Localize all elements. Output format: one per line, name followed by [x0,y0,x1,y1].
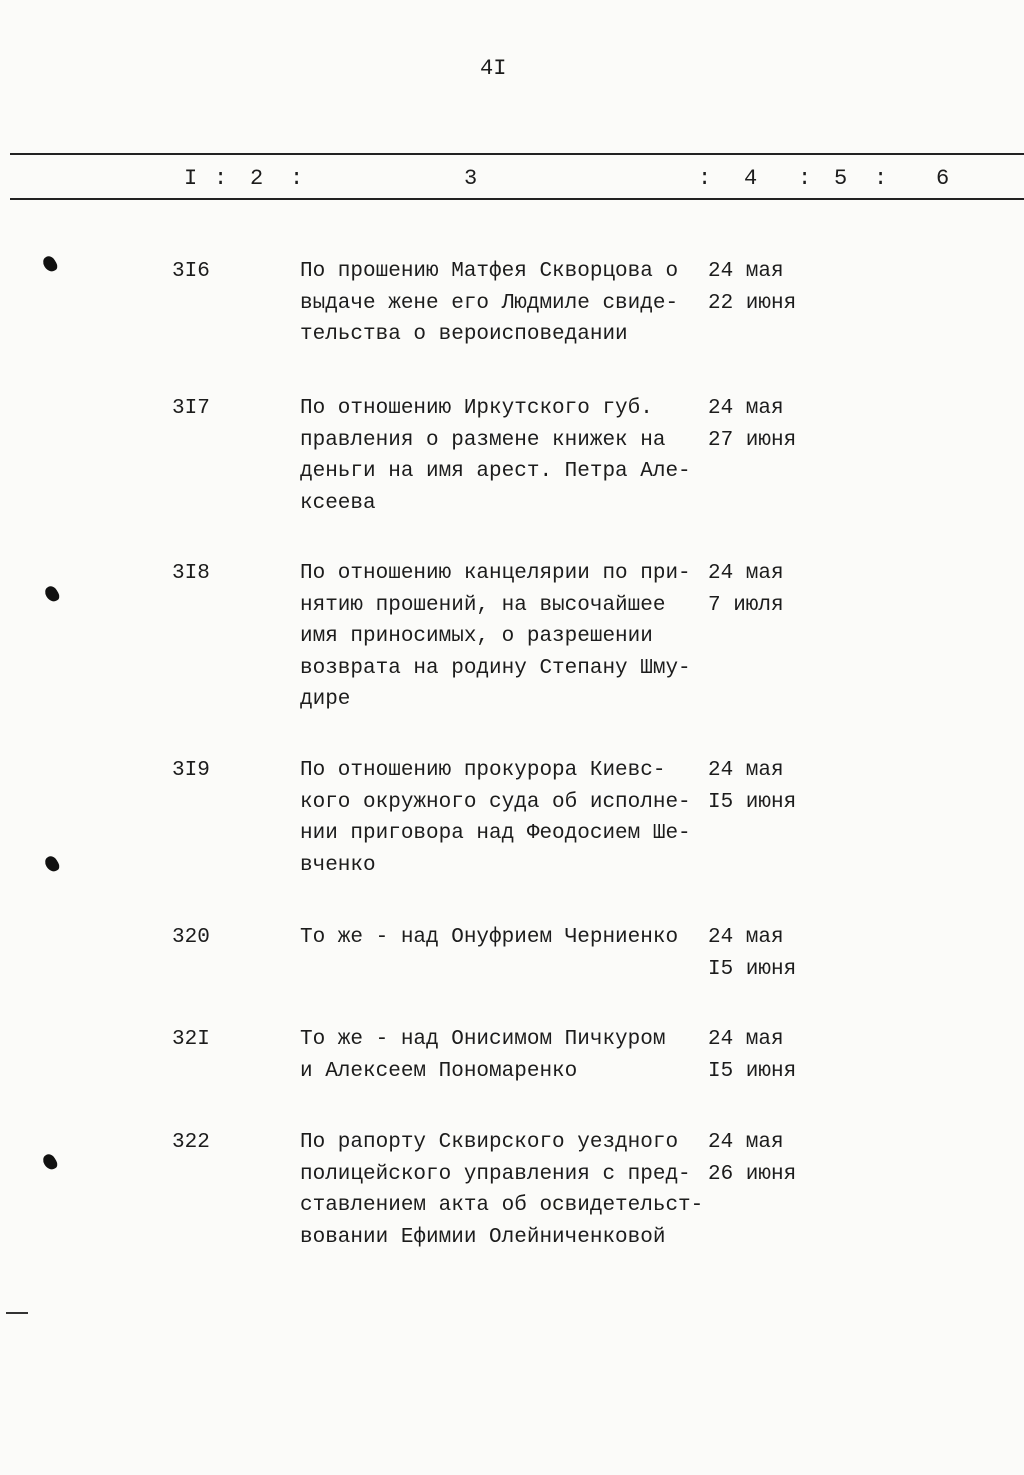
end-date: 22 июня [708,291,797,315]
entry-number: 3I9 [172,759,210,782]
description-line: полицейского управления с пред- [300,1162,691,1186]
entry-dates [708,558,784,621]
entry-description [300,922,700,954]
end-date: I5 июня [708,790,797,814]
punch-hole-mark-icon [43,854,61,874]
description-line: ставлением акта об освидетельст- [300,1194,704,1217]
description-line: правления о размене книжек на [300,428,666,452]
margin-dash [6,1312,28,1314]
start-date: 24 мая [708,759,784,782]
start-date: 24 мая [708,926,784,949]
description-line: возврата на родину Степану Шму- [300,656,691,680]
punch-hole-mark-icon [43,584,61,604]
entry-number: 3I8 [172,562,210,585]
header-col-4: 4 [744,166,758,191]
end-date: 27 июня [708,428,797,452]
entry-number: 320 [172,926,210,949]
entry-description [300,1127,704,1253]
description-line: кого окружного суда об исполне- [300,790,691,814]
start-date: 24 мая [708,1028,784,1051]
header-col-2: 2 [250,166,264,191]
description-line: По отношению Иркутского губ. [300,397,653,420]
entry-description [300,558,700,716]
description-line: По рапорту Сквирского уездного [300,1131,679,1154]
entry-description [300,256,700,351]
header-col-3: 3 [464,166,478,191]
punch-hole-mark-icon [41,254,59,274]
header-col-1: I [184,166,198,191]
end-date: I5 июня [708,1059,797,1083]
description-line: По отношению канцелярии по при- [300,562,691,585]
description-line: и Алексеем Пономаренко [300,1059,578,1083]
entry-dates [708,393,796,456]
description-line: По прошению Матфея Скворцова о [300,260,679,283]
table-header-rule [10,198,1024,200]
entry-number: 32I [172,1028,210,1051]
description-line: вченко [300,853,376,877]
table-top-rule [10,153,1024,155]
start-date: 24 мая [708,562,784,585]
entry-description [300,755,700,881]
entry-dates [708,922,796,985]
entry-description [300,1024,700,1087]
description-line: нятию прошений, на высочайшее [300,593,666,617]
description-line: То же - над Онуфрием Черниенко [300,926,679,949]
end-date: 7 июля [708,593,784,617]
entry-dates [708,1127,796,1190]
entry-dates [708,1024,796,1087]
description-line: вовании Ефимии Олейниченковой [300,1225,666,1249]
description-line: дире [300,688,351,711]
start-date: 24 мая [708,1131,784,1154]
entry-number: 3I7 [172,397,210,420]
page-number: 4I [480,56,507,81]
description-line: нии приговора над Феодосием Ше- [300,822,691,845]
punch-hole-mark-icon [41,1152,59,1172]
description-line: выдаче жене его Людмиле свиде- [300,291,679,315]
end-date: I5 июня [708,957,797,981]
header-col-5: 5 [834,166,848,191]
description-line: тельства о вероисповедании [300,323,628,346]
end-date: 26 июня [708,1162,797,1186]
description-line: ксеева [300,491,376,515]
entry-dates [708,755,796,818]
entry-description [300,393,700,519]
header-col-6: 6 [936,166,950,191]
entry-dates [708,256,796,319]
start-date: 24 мая [708,260,784,283]
start-date: 24 мая [708,397,784,420]
description-line: То же - над Онисимом Пичкуром [300,1028,666,1051]
entry-number: 3I6 [172,260,210,283]
description-line: По отношению прокурора Киевс- [300,759,666,782]
description-line: деньги на имя арест. Петра Але- [300,460,691,483]
description-line: имя приносимых, о разрешении [300,625,653,648]
entry-number: 322 [172,1131,210,1154]
